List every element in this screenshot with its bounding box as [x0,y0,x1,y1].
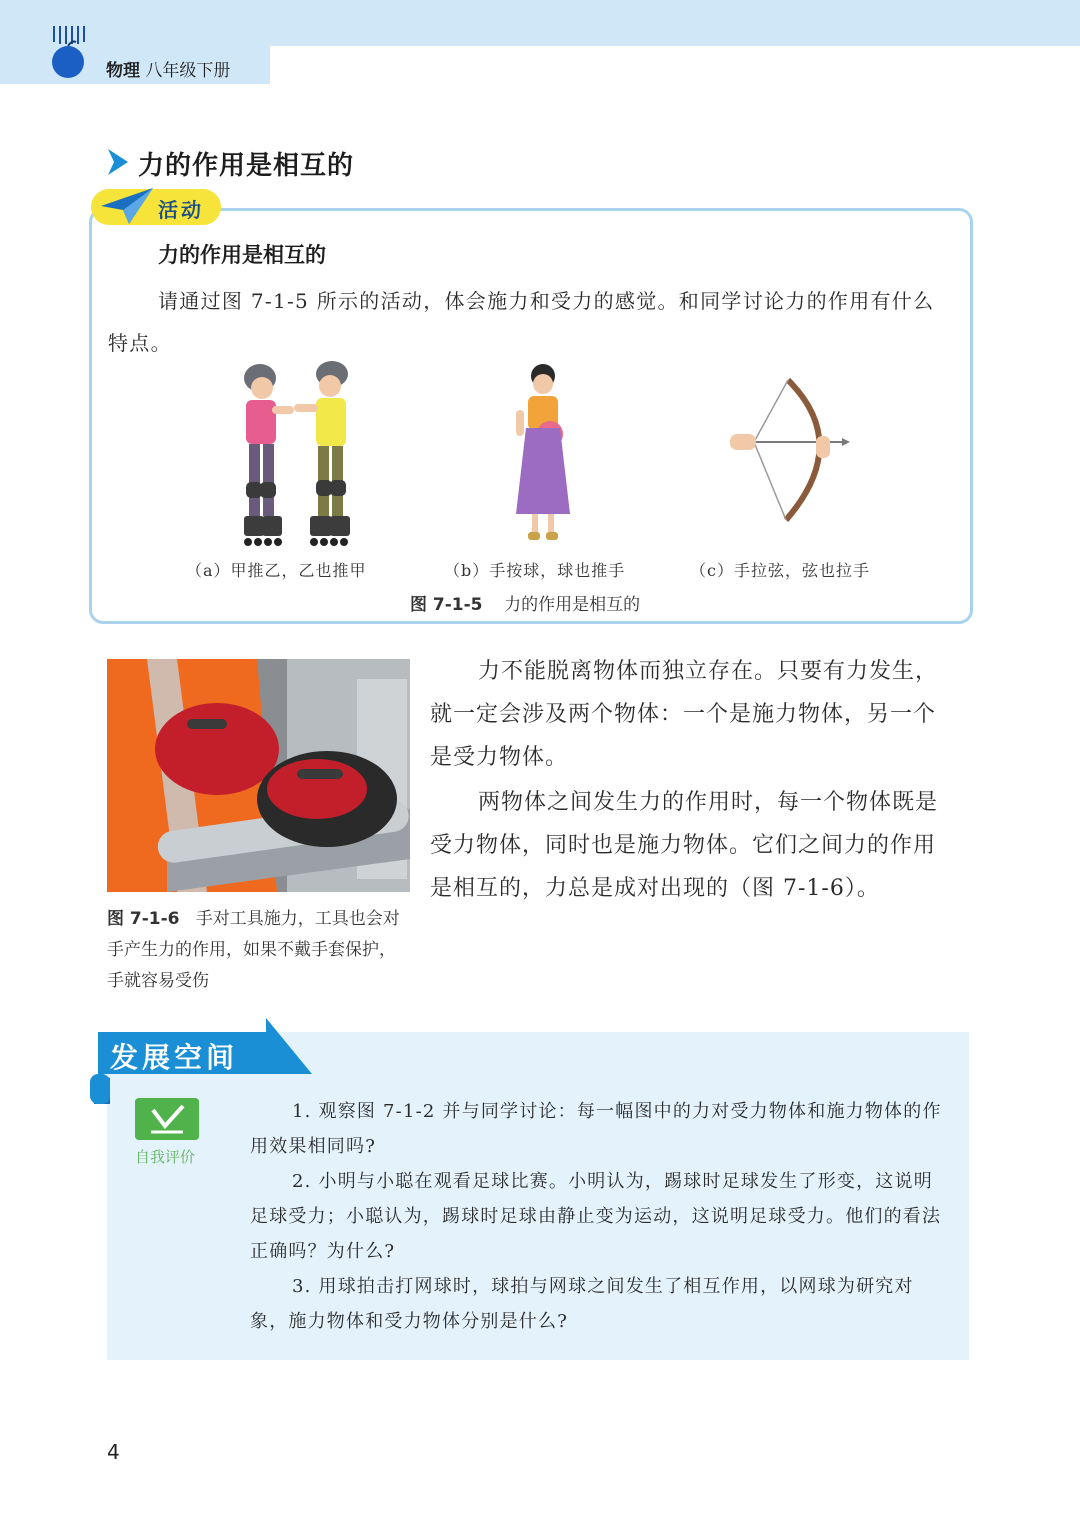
photo-caption-text: 手对工具施力，工具也会对手产生力的作用，如果不戴手套保护，手就容易受伤 [107,909,400,991]
question-1: 1. 观察图 7-1-2 并与同学讨论：每一幅图中的力对受力物体和施力物体的作用效果相同吗? [250,1101,942,1157]
header-subject: 物理 [106,61,140,81]
bow-illustration [724,374,852,524]
paper-plane-icon [99,186,155,226]
section-arrow-icon [106,149,130,175]
photo-caption [107,904,412,997]
body-paragraph-2: 两物体之间发生力的作用时，每一个物体既是受力物体，同时也是施力物体。它们之间力的作用是相互的，力总是成对出现的（图 7-1-6）。 [430,790,939,901]
apple-logo-icon [48,24,88,80]
question-2: 2. 小明与小聪在观看足球比赛。小明认为，踢球时足球发生了形变，这说明足球受力；小聪认为，踢球时足球由静止变为运动，这说明足球受力。他们的看法正确吗？为什么? [250,1171,942,1262]
header-title [106,56,230,81]
photo-figure-number: 图 7-1-6 [107,909,180,929]
figure-caption [410,590,640,615]
header-grade: 八年级下册 [145,61,231,81]
question-3: 3. 用球拍击打网球时，球拍与网球之间发生了相互作用，以网球为研究对象，施力物体和受力物体分别是什么? [250,1276,914,1332]
girl-ball-illustration [508,362,578,548]
caption-a: （a）甲推乙，乙也推甲 [186,561,367,580]
body-paragraph-1: 力不能脱离物体而独立存在。只要有力发生，就一定会涉及两个物体：一个是施力物体，另一个是受力物体。 [430,659,939,770]
activity-title: 力的作用是相互的 [158,243,326,267]
self-evaluation-icon [135,1098,199,1140]
development-title: 发展空间 [110,1041,239,1074]
figure-title: 力的作用是相互的 [504,595,641,615]
self-evaluation-label: 自我评价 [135,1148,196,1166]
caption-b: （b）手按球，球也推手 [444,561,626,580]
header-band [0,0,1080,46]
caption-c: （c）手拉弦，弦也拉手 [690,561,870,580]
gloved-hands-photo [107,659,410,892]
activity-label: 活动 [158,198,204,222]
activity-text: 请通过图 7-1-5 所示的活动，体会施力和受力的感觉。和同学讨论力的作用有什么特点。 [108,289,935,355]
page-number: 4 [107,1440,120,1464]
section-title: 力的作用是相互的 [138,151,355,181]
body-text [430,650,952,910]
figure-number: 图 7-1-5 [410,595,483,615]
questions [250,1094,952,1339]
skaters-illustration [236,360,356,550]
